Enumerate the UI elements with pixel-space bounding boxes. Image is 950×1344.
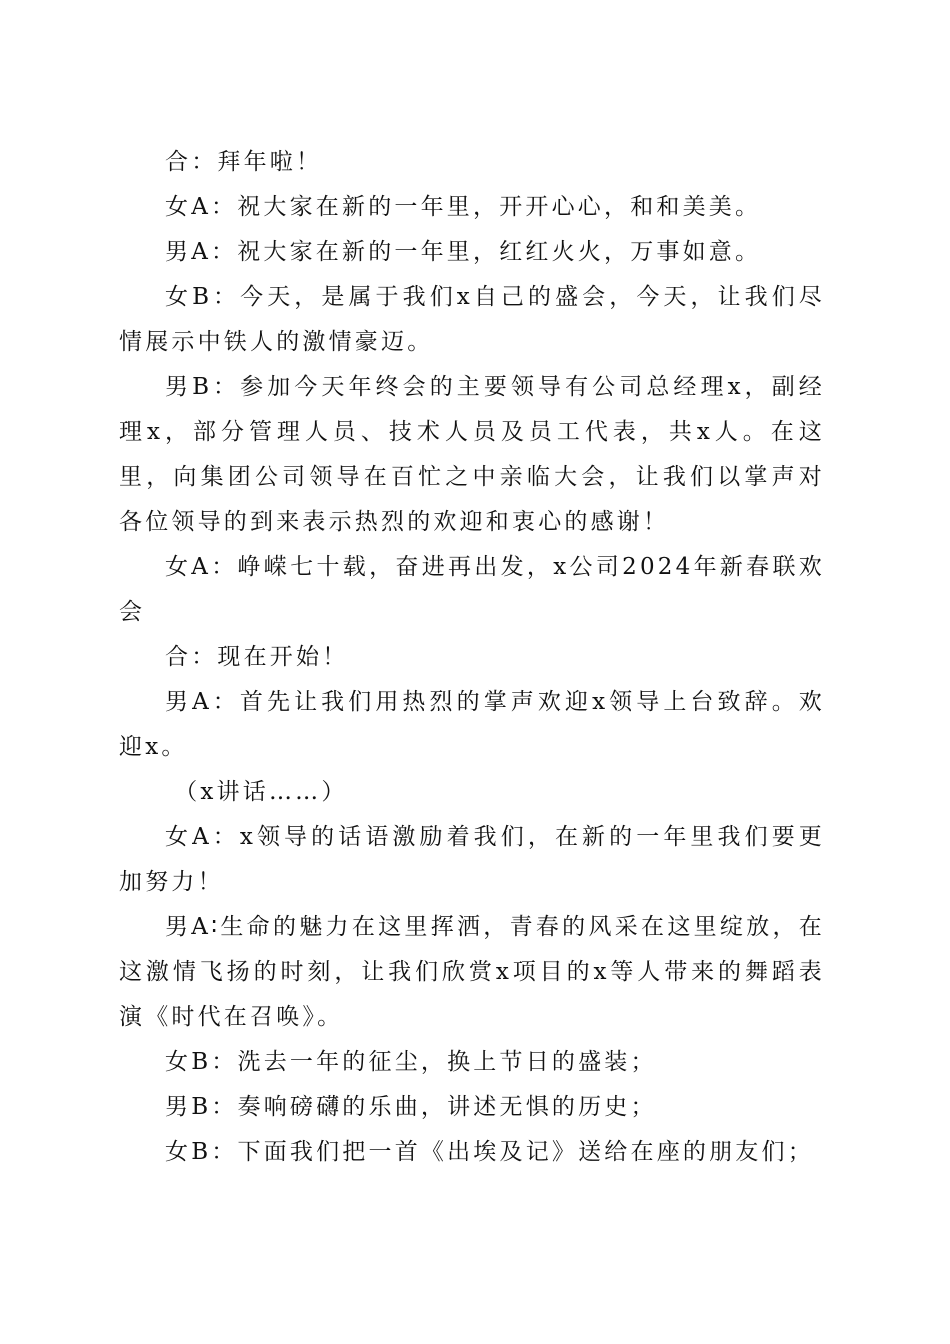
paragraph-7: 合：现在开始！ [165, 644, 349, 670]
paragraph-2: 女A：祝大家在新的一年里，开开心心，和和美美。 [165, 194, 762, 220]
paragraph-9: （x讲话……） [174, 779, 348, 805]
paragraph-12: 女B：洗去一年的征尘，换上节日的盛装； [165, 1049, 657, 1075]
paragraph-11: 男A∶生命的魅力在这里挥洒，青春的风采在这里绽放，在这激情飞扬的时刻，让我们欣赏x项目的x等人带来的舞蹈表演《时代在召唤》。 [119, 914, 825, 1030]
paragraph-10: 女A：x领导的话语激励着我们，在新的一年里我们要更加努力！ [119, 824, 825, 895]
paragraph-8: 男A：首先让我们用热烈的掌声欢迎x领导上台致辞。欢迎x。 [119, 689, 825, 760]
paragraph-4: 女B：今天，是属于我们x自己的盛会，今天，让我们尽情展示中铁人的激情豪迈。 [119, 284, 825, 355]
paragraph-13: 男B：奏响磅礴的乐曲，讲述无惧的历史； [165, 1094, 657, 1120]
paragraph-5: 男B：参加今天年终会的主要领导有公司总经理x，副经理x，部分管理人员、技术人员及员工代表，共x人。在这里，向集团公司领导在百忙之中亲临大会，让我们以掌声对各位领导的到来表示热烈的欢迎和衷心的感谢！ [119, 374, 825, 535]
paragraph-3: 男A：祝大家在新的一年里，红红火火，万事如意。 [165, 239, 762, 265]
document-body [119, 140, 825, 1175]
paragraph-14: 女B：下面我们把一首《出埃及记》送给在座的朋友们； [165, 1139, 814, 1165]
paragraph-6: 女A：峥嵘七十载，奋进再出发，x公司2024年新春联欢会 [119, 554, 825, 625]
paragraph-1: 合：拜年啦！ [165, 149, 323, 175]
